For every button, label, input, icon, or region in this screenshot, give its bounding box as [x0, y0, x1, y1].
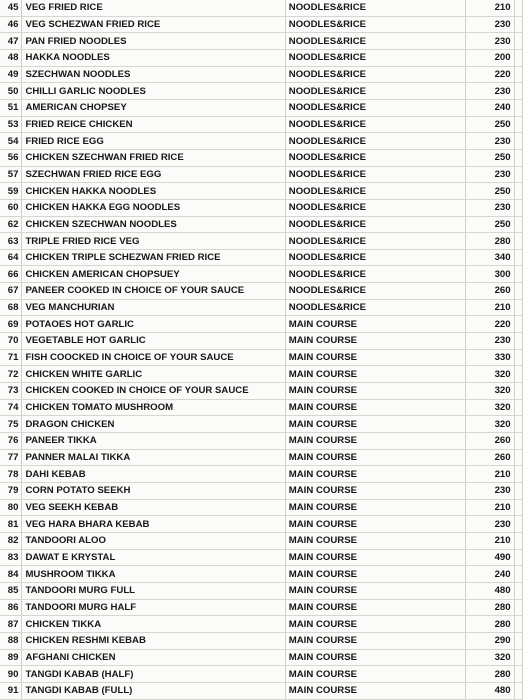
item-category[interactable]: NOODLES&RICE: [285, 133, 465, 150]
item-category[interactable]: MAIN COURSE: [285, 449, 465, 466]
item-number[interactable]: 54: [0, 133, 22, 150]
item-name[interactable]: CHICKEN HAKKA EGG NOODLES: [22, 199, 285, 216]
empty-cell[interactable]: [514, 499, 522, 516]
item-category[interactable]: NOODLES&RICE: [285, 199, 465, 216]
table-row[interactable]: [0, 616, 523, 633]
item-price[interactable]: 490: [465, 549, 514, 566]
item-number[interactable]: 91: [0, 682, 22, 699]
item-name[interactable]: TANDOORI ALOO: [22, 532, 285, 549]
item-number[interactable]: 48: [0, 49, 22, 66]
item-price[interactable]: 250: [465, 216, 514, 233]
item-name[interactable]: CORN POTATO SEEKH: [22, 483, 285, 500]
item-name[interactable]: CHICKEN SZECHWAN NOODLES: [22, 216, 285, 233]
table-row[interactable]: [0, 333, 523, 350]
item-name[interactable]: VEGETABLE HOT GARLIC: [22, 333, 285, 350]
empty-cell[interactable]: [514, 566, 522, 583]
item-name[interactable]: PANNER MALAI TIKKA: [22, 449, 285, 466]
item-price[interactable]: 280: [465, 616, 514, 633]
item-number[interactable]: 57: [0, 166, 22, 183]
empty-cell[interactable]: [514, 299, 522, 316]
item-category[interactable]: NOODLES&RICE: [285, 266, 465, 283]
item-price[interactable]: 240: [465, 99, 514, 116]
empty-cell[interactable]: [514, 532, 522, 549]
item-price[interactable]: 230: [465, 333, 514, 350]
item-number[interactable]: 45: [0, 0, 22, 16]
item-name[interactable]: FRIED RICE EGG: [22, 133, 285, 150]
item-category[interactable]: MAIN COURSE: [285, 483, 465, 500]
item-number[interactable]: 47: [0, 33, 22, 50]
item-price[interactable]: 280: [465, 599, 514, 616]
item-price[interactable]: 230: [465, 33, 514, 50]
table-row[interactable]: [0, 233, 523, 250]
empty-cell[interactable]: [514, 116, 522, 133]
item-number[interactable]: 78: [0, 466, 22, 483]
item-price[interactable]: 340: [465, 249, 514, 266]
item-name[interactable]: CHICKEN COOKED IN CHOICE OF YOUR SAUCE: [22, 383, 285, 400]
item-number[interactable]: 70: [0, 333, 22, 350]
item-price[interactable]: 230: [465, 199, 514, 216]
item-number[interactable]: 87: [0, 616, 22, 633]
item-category[interactable]: NOODLES&RICE: [285, 216, 465, 233]
item-price[interactable]: 320: [465, 366, 514, 383]
empty-cell[interactable]: [514, 649, 522, 666]
table-row[interactable]: [0, 483, 523, 500]
item-price[interactable]: 240: [465, 566, 514, 583]
empty-cell[interactable]: [514, 416, 522, 433]
item-category[interactable]: NOODLES&RICE: [285, 183, 465, 200]
empty-cell[interactable]: [514, 66, 522, 83]
item-category[interactable]: NOODLES&RICE: [285, 233, 465, 250]
item-category[interactable]: NOODLES&RICE: [285, 166, 465, 183]
empty-cell[interactable]: [514, 316, 522, 333]
item-number[interactable]: 79: [0, 483, 22, 500]
item-category[interactable]: MAIN COURSE: [285, 433, 465, 450]
empty-cell[interactable]: [514, 632, 522, 649]
item-price[interactable]: 200: [465, 49, 514, 66]
table-row[interactable]: [0, 383, 523, 400]
empty-cell[interactable]: [514, 33, 522, 50]
table-row[interactable]: [0, 16, 523, 33]
item-price[interactable]: 480: [465, 582, 514, 599]
item-number[interactable]: 75: [0, 416, 22, 433]
item-name[interactable]: VEG MANCHURIAN: [22, 299, 285, 316]
item-number[interactable]: 49: [0, 66, 22, 83]
table-row[interactable]: [0, 582, 523, 599]
item-category[interactable]: MAIN COURSE: [285, 649, 465, 666]
empty-cell[interactable]: [514, 149, 522, 166]
table-row[interactable]: [0, 116, 523, 133]
table-row[interactable]: [0, 632, 523, 649]
table-row[interactable]: [0, 466, 523, 483]
item-name[interactable]: VEG SEEKH KEBAB: [22, 499, 285, 516]
table-row[interactable]: [0, 249, 523, 266]
item-price[interactable]: 230: [465, 16, 514, 33]
item-price[interactable]: 210: [465, 499, 514, 516]
item-number[interactable]: 69: [0, 316, 22, 333]
item-category[interactable]: NOODLES&RICE: [285, 0, 465, 16]
item-category[interactable]: NOODLES&RICE: [285, 116, 465, 133]
item-price[interactable]: 300: [465, 266, 514, 283]
item-price[interactable]: 290: [465, 632, 514, 649]
item-price[interactable]: 210: [465, 532, 514, 549]
item-category[interactable]: MAIN COURSE: [285, 349, 465, 366]
item-category[interactable]: MAIN COURSE: [285, 383, 465, 400]
item-price[interactable]: 320: [465, 383, 514, 400]
empty-cell[interactable]: [514, 599, 522, 616]
item-number[interactable]: 64: [0, 249, 22, 266]
item-name[interactable]: TANDOORI MURG FULL: [22, 582, 285, 599]
empty-cell[interactable]: [514, 666, 522, 683]
empty-cell[interactable]: [514, 133, 522, 150]
table-row[interactable]: [0, 316, 523, 333]
item-price[interactable]: 320: [465, 399, 514, 416]
item-number[interactable]: 60: [0, 199, 22, 216]
item-price[interactable]: 230: [465, 83, 514, 100]
table-row[interactable]: [0, 682, 523, 699]
item-price[interactable]: 280: [465, 233, 514, 250]
item-category[interactable]: NOODLES&RICE: [285, 33, 465, 50]
item-name[interactable]: DRAGON CHICKEN: [22, 416, 285, 433]
item-price[interactable]: 250: [465, 149, 514, 166]
item-price[interactable]: 260: [465, 433, 514, 450]
empty-cell[interactable]: [514, 516, 522, 533]
empty-cell[interactable]: [514, 249, 522, 266]
item-price[interactable]: 260: [465, 449, 514, 466]
item-name[interactable]: CHICKEN RESHMI KEBAB: [22, 632, 285, 649]
item-number[interactable]: 74: [0, 399, 22, 416]
item-name[interactable]: HAKKA NOODLES: [22, 49, 285, 66]
item-name[interactable]: TANDOORI MURG HALF: [22, 599, 285, 616]
item-number[interactable]: 83: [0, 549, 22, 566]
item-name[interactable]: TANGDI KABAB (FULL): [22, 682, 285, 699]
item-number[interactable]: 82: [0, 532, 22, 549]
table-row[interactable]: [0, 433, 523, 450]
item-category[interactable]: MAIN COURSE: [285, 549, 465, 566]
item-category[interactable]: MAIN COURSE: [285, 566, 465, 583]
item-number[interactable]: 88: [0, 632, 22, 649]
empty-cell[interactable]: [514, 616, 522, 633]
item-name[interactable]: PAN FRIED NOODLES: [22, 33, 285, 50]
item-number[interactable]: 50: [0, 83, 22, 100]
item-name[interactable]: SZECHWAN FRIED RICE EGG: [22, 166, 285, 183]
empty-cell[interactable]: [514, 682, 522, 699]
table-row[interactable]: [0, 449, 523, 466]
item-name[interactable]: CHICKEN TOMATO MUSHROOM: [22, 399, 285, 416]
item-price[interactable]: 330: [465, 349, 514, 366]
item-name[interactable]: DAWAT E KRYSTAL: [22, 549, 285, 566]
item-price[interactable]: 230: [465, 516, 514, 533]
table-row[interactable]: [0, 49, 523, 66]
table-row[interactable]: [0, 266, 523, 283]
empty-cell[interactable]: [514, 333, 522, 350]
item-name[interactable]: CHICKEN SZECHWAN FRIED RICE: [22, 149, 285, 166]
item-category[interactable]: NOODLES&RICE: [285, 49, 465, 66]
empty-cell[interactable]: [514, 433, 522, 450]
item-category[interactable]: MAIN COURSE: [285, 466, 465, 483]
item-category[interactable]: MAIN COURSE: [285, 666, 465, 683]
item-category[interactable]: NOODLES&RICE: [285, 299, 465, 316]
empty-cell[interactable]: [514, 366, 522, 383]
item-category[interactable]: MAIN COURSE: [285, 366, 465, 383]
item-name[interactable]: VEG FRIED RICE: [22, 0, 285, 16]
item-category[interactable]: NOODLES&RICE: [285, 149, 465, 166]
item-price[interactable]: 250: [465, 183, 514, 200]
item-price[interactable]: 210: [465, 299, 514, 316]
table-row[interactable]: [0, 399, 523, 416]
empty-cell[interactable]: [514, 83, 522, 100]
item-category[interactable]: NOODLES&RICE: [285, 99, 465, 116]
item-name[interactable]: CHICKEN HAKKA NOODLES: [22, 183, 285, 200]
item-category[interactable]: MAIN COURSE: [285, 333, 465, 350]
item-category[interactable]: MAIN COURSE: [285, 682, 465, 699]
item-name[interactable]: POTAOES HOT GARLIC: [22, 316, 285, 333]
item-price[interactable]: 210: [465, 0, 514, 16]
table-row[interactable]: [0, 532, 523, 549]
table-row[interactable]: [0, 666, 523, 683]
table-row[interactable]: [0, 66, 523, 83]
item-category[interactable]: NOODLES&RICE: [285, 83, 465, 100]
item-category[interactable]: NOODLES&RICE: [285, 66, 465, 83]
empty-cell[interactable]: [514, 466, 522, 483]
empty-cell[interactable]: [514, 183, 522, 200]
item-name[interactable]: CHICKEN WHITE GARLIC: [22, 366, 285, 383]
empty-cell[interactable]: [514, 199, 522, 216]
item-price[interactable]: 230: [465, 133, 514, 150]
item-category[interactable]: MAIN COURSE: [285, 599, 465, 616]
item-category[interactable]: NOODLES&RICE: [285, 249, 465, 266]
item-number[interactable]: 53: [0, 116, 22, 133]
item-category[interactable]: MAIN COURSE: [285, 399, 465, 416]
table-row[interactable]: [0, 149, 523, 166]
item-price[interactable]: 320: [465, 649, 514, 666]
table-row[interactable]: [0, 566, 523, 583]
table-row[interactable]: [0, 599, 523, 616]
item-number[interactable]: 76: [0, 433, 22, 450]
item-number[interactable]: 84: [0, 566, 22, 583]
empty-cell[interactable]: [514, 216, 522, 233]
table-row[interactable]: [0, 199, 523, 216]
item-price[interactable]: 230: [465, 483, 514, 500]
table-row[interactable]: [0, 99, 523, 116]
table-row[interactable]: [0, 416, 523, 433]
item-number[interactable]: 73: [0, 383, 22, 400]
item-name[interactable]: MUSHROOM TIKKA: [22, 566, 285, 583]
item-name[interactable]: AMERICAN CHOPSEY: [22, 99, 285, 116]
item-number[interactable]: 89: [0, 649, 22, 666]
item-price[interactable]: 320: [465, 416, 514, 433]
item-category[interactable]: MAIN COURSE: [285, 632, 465, 649]
item-name[interactable]: PANEER TIKKA: [22, 433, 285, 450]
item-name[interactable]: TANGDI KABAB (HALF): [22, 666, 285, 683]
item-name[interactable]: FISH COOCKED IN CHOICE OF YOUR SAUCE: [22, 349, 285, 366]
empty-cell[interactable]: [514, 399, 522, 416]
item-number[interactable]: 62: [0, 216, 22, 233]
item-number[interactable]: 86: [0, 599, 22, 616]
item-name[interactable]: DAHI KEBAB: [22, 466, 285, 483]
item-number[interactable]: 63: [0, 233, 22, 250]
item-number[interactable]: 67: [0, 283, 22, 300]
item-number[interactable]: 51: [0, 99, 22, 116]
item-category[interactable]: MAIN COURSE: [285, 499, 465, 516]
table-row[interactable]: [0, 0, 523, 16]
empty-cell[interactable]: [514, 582, 522, 599]
empty-cell[interactable]: [514, 49, 522, 66]
empty-cell[interactable]: [514, 283, 522, 300]
item-number[interactable]: 71: [0, 349, 22, 366]
item-number[interactable]: 46: [0, 16, 22, 33]
item-number[interactable]: 80: [0, 499, 22, 516]
table-row[interactable]: [0, 166, 523, 183]
item-number[interactable]: 72: [0, 366, 22, 383]
item-name[interactable]: CHICKEN TRIPLE SCHEZWAN FRIED RICE: [22, 249, 285, 266]
item-price[interactable]: 280: [465, 666, 514, 683]
item-price[interactable]: 210: [465, 466, 514, 483]
table-row[interactable]: [0, 549, 523, 566]
table-row[interactable]: [0, 133, 523, 150]
item-name[interactable]: SZECHWAN NOODLES: [22, 66, 285, 83]
table-row[interactable]: [0, 183, 523, 200]
item-price[interactable]: 250: [465, 116, 514, 133]
empty-cell[interactable]: [514, 266, 522, 283]
table-row[interactable]: [0, 349, 523, 366]
item-name[interactable]: AFGHANI CHICKEN: [22, 649, 285, 666]
table-row[interactable]: [0, 216, 523, 233]
table-row[interactable]: [0, 299, 523, 316]
item-category[interactable]: MAIN COURSE: [285, 316, 465, 333]
item-name[interactable]: FRIED REICE CHICKEN: [22, 116, 285, 133]
item-category[interactable]: MAIN COURSE: [285, 416, 465, 433]
empty-cell[interactable]: [514, 549, 522, 566]
table-row[interactable]: [0, 516, 523, 533]
item-price[interactable]: 220: [465, 316, 514, 333]
table-row[interactable]: [0, 83, 523, 100]
item-name[interactable]: PANEER COOKED IN CHOICE OF YOUR SAUCE: [22, 283, 285, 300]
item-price[interactable]: 220: [465, 66, 514, 83]
item-number[interactable]: 85: [0, 582, 22, 599]
table-row[interactable]: [0, 649, 523, 666]
item-category[interactable]: MAIN COURSE: [285, 582, 465, 599]
item-category[interactable]: MAIN COURSE: [285, 516, 465, 533]
empty-cell[interactable]: [514, 349, 522, 366]
item-number[interactable]: 66: [0, 266, 22, 283]
item-price[interactable]: 480: [465, 682, 514, 699]
item-number[interactable]: 59: [0, 183, 22, 200]
item-number[interactable]: 68: [0, 299, 22, 316]
empty-cell[interactable]: [514, 383, 522, 400]
item-name[interactable]: CHICKEN TIKKA: [22, 616, 285, 633]
empty-cell[interactable]: [514, 483, 522, 500]
item-price[interactable]: 260: [465, 283, 514, 300]
item-name[interactable]: TRIPLE FRIED RICE VEG: [22, 233, 285, 250]
table-row[interactable]: [0, 33, 523, 50]
item-number[interactable]: 90: [0, 666, 22, 683]
item-category[interactable]: MAIN COURSE: [285, 616, 465, 633]
item-number[interactable]: 81: [0, 516, 22, 533]
item-name[interactable]: CHICKEN AMERICAN CHOPSUEY: [22, 266, 285, 283]
empty-cell[interactable]: [514, 449, 522, 466]
table-row[interactable]: [0, 366, 523, 383]
item-name[interactable]: CHILLI GARLIC NOODLES: [22, 83, 285, 100]
empty-cell[interactable]: [514, 0, 522, 16]
empty-cell[interactable]: [514, 16, 522, 33]
item-category[interactable]: MAIN COURSE: [285, 532, 465, 549]
item-name[interactable]: VEG SCHEZWAN FRIED RICE: [22, 16, 285, 33]
item-category[interactable]: NOODLES&RICE: [285, 283, 465, 300]
table-row[interactable]: [0, 499, 523, 516]
item-number[interactable]: 77: [0, 449, 22, 466]
empty-cell[interactable]: [514, 233, 522, 250]
empty-cell[interactable]: [514, 166, 522, 183]
empty-cell[interactable]: [514, 99, 522, 116]
item-name[interactable]: VEG HARA BHARA KEBAB: [22, 516, 285, 533]
table-row[interactable]: [0, 283, 523, 300]
item-price[interactable]: 230: [465, 166, 514, 183]
item-number[interactable]: 56: [0, 149, 22, 166]
item-category[interactable]: NOODLES&RICE: [285, 16, 465, 33]
